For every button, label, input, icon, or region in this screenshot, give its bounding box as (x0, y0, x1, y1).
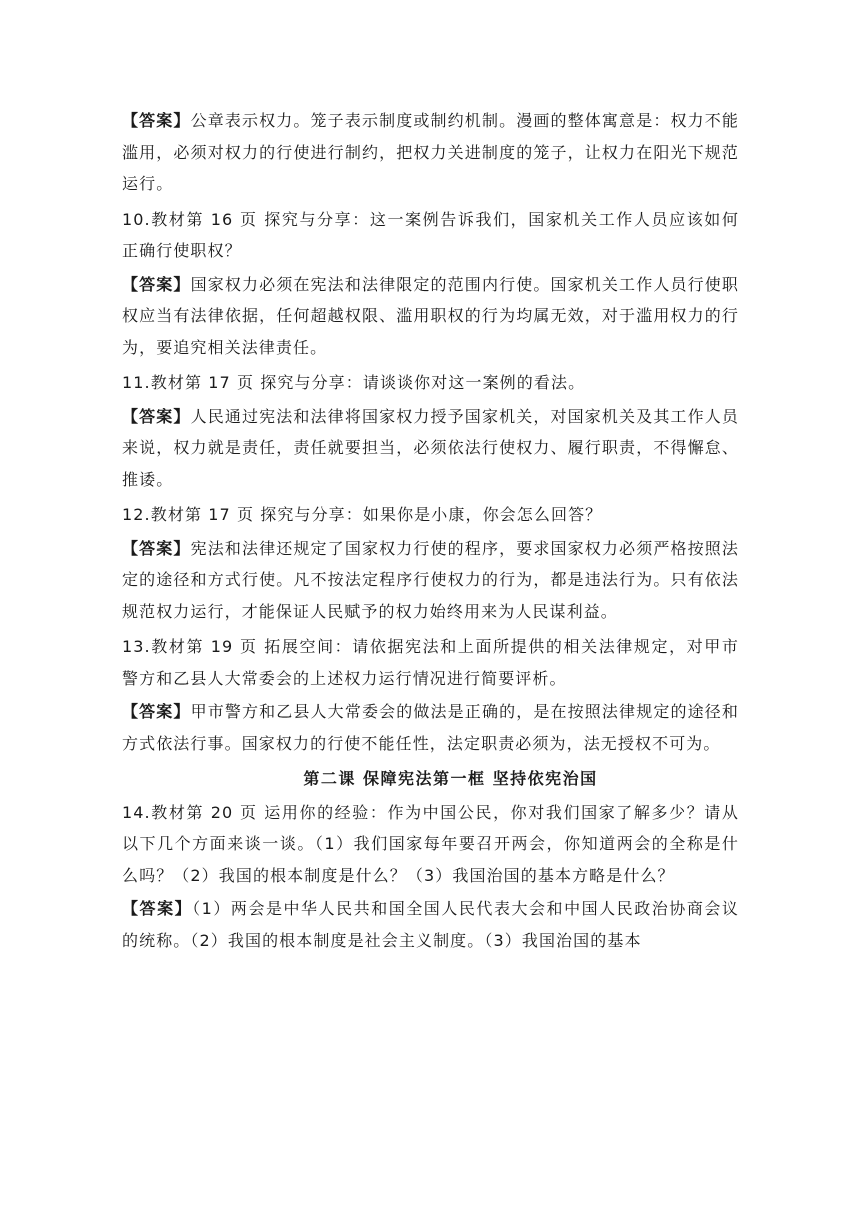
question-10: 10.教材第 16 页 探究与分享：这一案例告诉我们，国家机关工作人员应该如何正确行使职权？ (122, 209, 739, 260)
answer-label: 【答案】 (122, 274, 191, 294)
section-heading: 第二课 保障宪法第一框 坚持依宪治国 (303, 769, 598, 788)
answer-label: 【答案】 (122, 406, 191, 426)
answer-text: 甲市警方和乙县人大常委会的做法是正确的，是在按照法律规定的途径和方式依法行事。国家权力的行使不能任性，法定职责必须为，法无授权不可为。 (122, 702, 739, 753)
answer-text: 宪法和法律还规定了国家权力行使的程序，要求国家权力必须严格按照法定的途径和方式行使。凡不按法定程序行使权力的行为，都是违法行为。只有依法规范权力运行，才能保证人民赋予的权力始终用来为人民谋利益。 (122, 538, 739, 621)
question-11: 11.教材第 17 页 探究与分享：请谈谈你对这一案例的看法。 (122, 373, 586, 392)
answer-label: 【答案】 (122, 538, 191, 558)
question-12: 12.教材第 17 页 探究与分享：如果你是小康，你会怎么回答？ (122, 505, 603, 524)
answer-paragraph-11 (122, 401, 739, 496)
answer-paragraph-14 (122, 893, 739, 956)
answer-paragraph-10 (122, 269, 739, 364)
answer-paragraph-9 (122, 105, 739, 200)
answer-label: 【答案】 (122, 899, 193, 918)
answer-paragraph-13 (122, 696, 739, 759)
answer-text: 国家权力必须在宪法和法律限定的范围内行使。国家机关工作人员行使职权应当有法律依据，任何超越权限、滥用职权的行为均属无效，对于滥用权力的行为，要追究相关法律责任。 (122, 274, 739, 357)
answer-text: 人民通过宪法和法律将国家权力授予国家机关，对国家机关及其工作人员来说，权力就是责任，责任就要担当，必须依法行使权力、履行职责，不得懈怠、推诿。 (122, 406, 739, 489)
answer-text: 公章表示权力。笼子表示制度或制约机制。漫画的整体寓意是：权力不能滥用，必须对权力的行使进行制约，把权力关进制度的笼子，让权力在阳光下规范运行。 (122, 111, 739, 193)
answer-text: （1）两会是中华人民共和国全国人民代表大会和中国人民政治协商会议的统称。（2）我国的根本制度是社会主义制度。（3）我国治国的基本 (122, 899, 739, 950)
question-14: 14.教材第 20 页 运用你的经验：作为中国公民，你对我们国家了解多少？请从以下几个方面来谈一谈。（1）我们国家每年要召开两会，你知道两会的全称是什么吗？（2）我国的根本制度是什么？（3）我国治国的基本方略是什么？ (122, 802, 739, 885)
question-13: 13.教材第 19 页 拓展空间：请依据宪法和上面所提供的相关法律规定，对甲市警方和乙县人大常委会的上述权力运行情况进行简要评析。 (122, 637, 739, 688)
document-body (122, 105, 739, 960)
answer-label: 【答案】 (122, 702, 191, 721)
answer-label: 【答案】 (122, 111, 191, 130)
answer-paragraph-12 (122, 533, 739, 628)
